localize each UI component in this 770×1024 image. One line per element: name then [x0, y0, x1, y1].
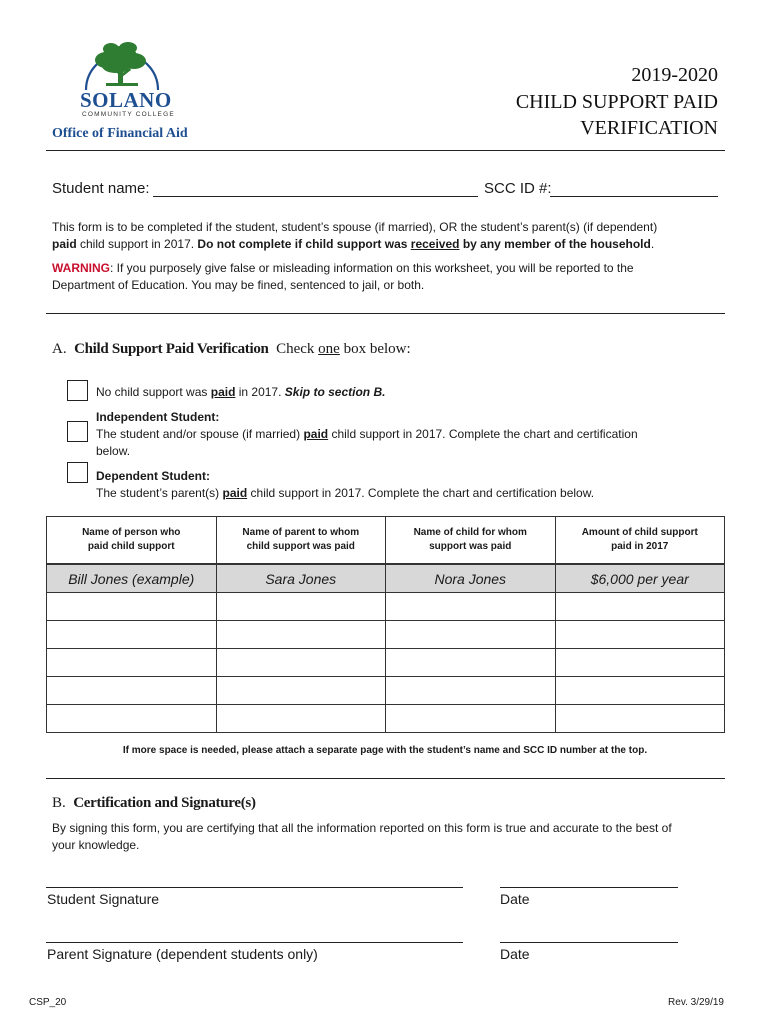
option-text: below. — [96, 444, 131, 458]
certification-text — [52, 820, 722, 854]
option-paid: paid — [222, 486, 248, 500]
table-cell[interactable] — [555, 677, 725, 705]
intro-paragraph — [52, 219, 722, 253]
table-cell[interactable] — [47, 649, 217, 677]
cert-text-1: By signing this form, you are certifying that all the information reported on this form is true and accurate to the best of — [52, 821, 672, 835]
warning-label: WARNING — [52, 261, 110, 275]
option-text: The student’s parent(s) — [96, 486, 223, 500]
option-independent — [96, 409, 716, 460]
no-support-checkbox[interactable] — [67, 380, 88, 401]
parent-date-line[interactable] — [500, 942, 678, 943]
option-text: The student and/or spouse (if married) — [96, 427, 304, 441]
col-header-payer: Name of person who paid child support — [47, 517, 217, 565]
option-heading: Dependent Student: — [96, 469, 210, 483]
table-cell[interactable] — [216, 705, 386, 733]
parent-date-label: Date — [500, 946, 530, 962]
intro-received: received — [410, 237, 460, 251]
example-row — [47, 564, 725, 593]
student-date-line[interactable] — [500, 887, 678, 888]
table-cell[interactable] — [47, 705, 217, 733]
section-a-instr: Check — [276, 341, 319, 357]
student-name-label: Student name: — [52, 180, 150, 197]
section-b-title: Certification and Signature(s) — [73, 795, 256, 811]
table-cell[interactable] — [216, 593, 386, 621]
option-dependent — [96, 468, 716, 502]
section-b-heading — [52, 795, 256, 812]
intro-warning-bold: Do not complete if child support was — [197, 237, 411, 251]
table-row — [47, 593, 725, 621]
table-cell[interactable] — [216, 621, 386, 649]
table-row — [47, 649, 725, 677]
intro-period: . — [650, 237, 655, 251]
option-text: child support in 2017. Complete the chart and certification below. — [247, 486, 595, 500]
parent-signature-label: Parent Signature (dependent students only) — [47, 946, 318, 962]
option-paid: paid — [210, 385, 236, 399]
example-cell: Sara Jones — [216, 564, 386, 593]
col-header-amount: Amount of child support paid in 2017 — [555, 517, 725, 565]
table-cell[interactable] — [555, 621, 725, 649]
form-year: 2019-2020 — [631, 64, 718, 86]
scc-id-label: SCC ID #: — [484, 180, 552, 197]
student-name-field[interactable] — [153, 196, 478, 197]
form-title-line1: CHILD SUPPORT PAID — [515, 91, 718, 113]
student-signature-line[interactable] — [46, 887, 463, 888]
table-divider — [46, 778, 725, 779]
option-text: No child support was — [96, 385, 211, 399]
option-paid: paid — [303, 427, 329, 441]
warning-text-2: Department of Education. You may be fined, sentenced to jail, or both. — [52, 278, 425, 292]
header-divider — [46, 150, 725, 151]
warning-text: : If you purposely give false or misleading information on this worksheet, you will be reported to the — [110, 261, 634, 275]
logo-name: SOLANO — [80, 88, 172, 112]
table-row — [47, 677, 725, 705]
option-text: child support in 2017. Complete the chart and certification — [328, 427, 638, 441]
revision-date: Rev. 3/29/19 — [668, 997, 724, 1008]
table-cell[interactable] — [386, 593, 556, 621]
office-name: Office of Financial Aid — [52, 126, 188, 141]
student-date-label: Date — [500, 891, 530, 907]
table-cell[interactable] — [216, 677, 386, 705]
table-cell[interactable] — [47, 593, 217, 621]
intro-text-1: This form is to be completed if the student, student’s spouse (if married), OR the student’s parent(s) (if dependent) — [52, 220, 658, 234]
table-cell[interactable] — [386, 705, 556, 733]
example-cell: Bill Jones (example) — [47, 564, 217, 593]
section-a-one: one — [318, 341, 340, 357]
form-title-line2: VERIFICATION — [580, 117, 718, 139]
section-a-heading — [52, 341, 411, 358]
logo-subname: COMMUNITY COLLEGE — [82, 111, 175, 118]
warning-paragraph — [52, 260, 722, 294]
col-header-parent: Name of parent to whom child support was paid — [216, 517, 386, 565]
table-note: If more space is needed, please attach a separate page with the student’s name and SCC ID number at the top. — [122, 745, 648, 756]
table-cell[interactable] — [555, 649, 725, 677]
option-text: in 2017. — [235, 385, 285, 399]
cert-text-2: your knowledge. — [52, 838, 140, 852]
table-cell[interactable] — [386, 677, 556, 705]
dependent-checkbox[interactable] — [67, 462, 88, 483]
example-cell: $6,000 per year — [555, 564, 725, 593]
table-cell[interactable] — [47, 677, 217, 705]
intro-divider — [46, 313, 725, 314]
independent-checkbox[interactable] — [67, 421, 88, 442]
college-logo — [76, 38, 162, 94]
table-cell[interactable] — [386, 621, 556, 649]
student-signature-label: Student Signature — [47, 891, 160, 907]
table-header-row — [47, 517, 725, 565]
section-a-instr-end: box below: — [339, 341, 411, 357]
child-support-table — [46, 516, 725, 733]
table-cell[interactable] — [555, 705, 725, 733]
section-a-letter: A. — [52, 341, 67, 357]
table-row — [47, 621, 725, 649]
section-a-title: Child Support Paid Verification — [74, 341, 269, 357]
option-skip: Skip to section B. — [284, 385, 386, 399]
intro-household: by any member of the household — [459, 237, 651, 251]
parent-signature-line[interactable] — [46, 942, 463, 943]
tree-icon — [95, 42, 146, 86]
col-header-child: Name of child for whom support was paid — [386, 517, 556, 565]
section-b-letter: B. — [52, 795, 66, 811]
table-cell[interactable] — [216, 649, 386, 677]
intro-text-2: child support in 2017. — [76, 237, 198, 251]
option-no-support — [96, 384, 716, 401]
table-cell[interactable] — [47, 621, 217, 649]
table-cell[interactable] — [386, 649, 556, 677]
intro-paid: paid — [52, 237, 77, 251]
example-cell: Nora Jones — [386, 564, 556, 593]
option-heading: Independent Student: — [96, 410, 220, 424]
scc-id-field[interactable] — [550, 196, 718, 197]
table-cell[interactable] — [555, 593, 725, 621]
table-row — [47, 705, 725, 733]
form-code: CSP_20 — [29, 997, 67, 1008]
